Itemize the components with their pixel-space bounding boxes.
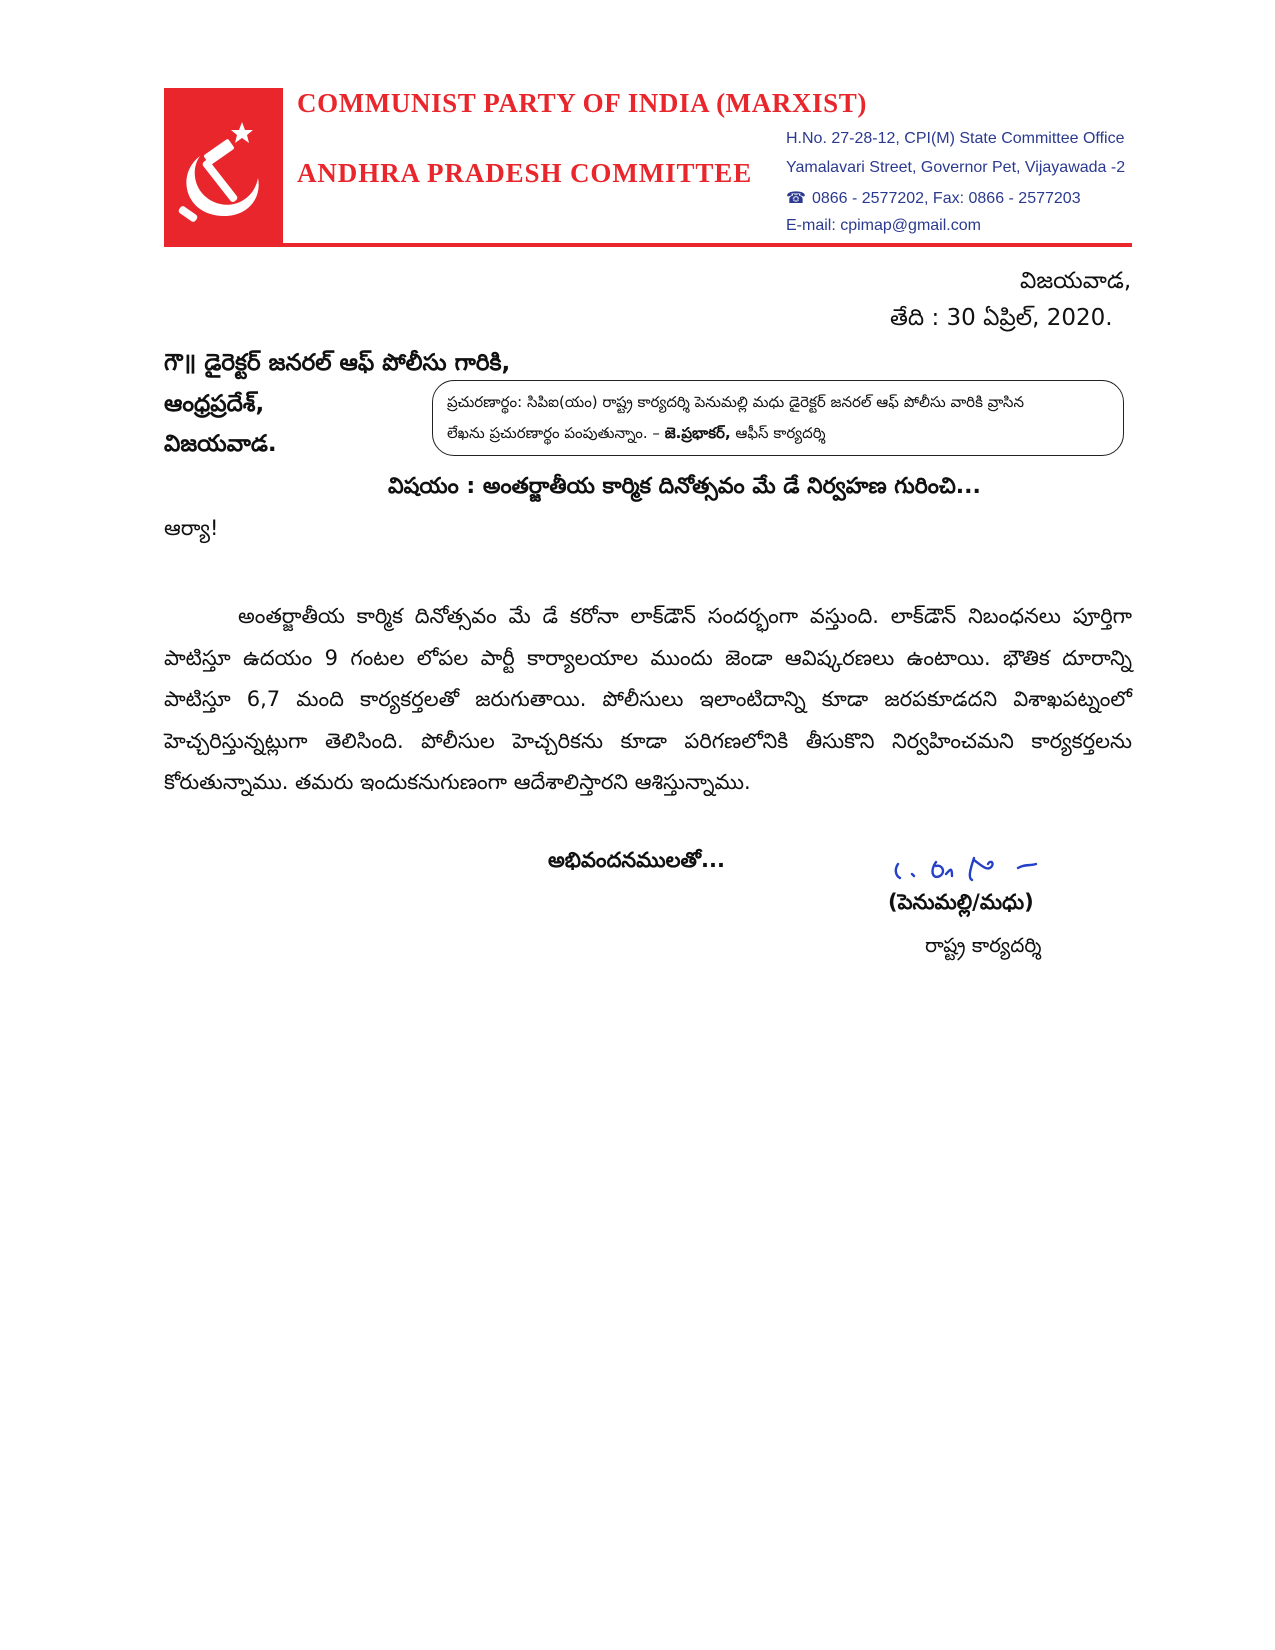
address-line1: H.No. 27-28-12, CPI(M) State Committee Office — [786, 130, 1125, 147]
press-note-text1: సిపిఐ(యం) రాష్ట్ర కార్యదర్శి పెనుమల్లి మధు డైరెక్టర్ జనరల్ ఆఫ్ పోలీసు వారికి వ్రాసిన — [522, 393, 1024, 411]
closing-regards: అభివందనములతో... — [548, 848, 725, 872]
press-note-text2: లేఖను ప్రచురణార్థం పంపుతున్నాం. – — [447, 424, 665, 442]
telephone-icon: ☎ — [786, 190, 806, 207]
signer-name: (పెనుమల్లి/మధు) — [888, 890, 1034, 914]
salutation: ఆర్యా! — [164, 516, 219, 540]
handwritten-signature — [890, 852, 1070, 892]
letter-subject: విషయం : అంతర్జాతీయ కార్మిక దినోత్సవం మే డే నిర్వహణ గురించి... — [388, 474, 981, 499]
letter-place: విజయవాడ, — [1020, 268, 1132, 294]
email-line: E-mail: cpimap@gmail.com — [786, 217, 981, 234]
press-note-line2 — [447, 418, 1109, 449]
hammer-sickle-star-icon — [170, 118, 278, 228]
press-note-line1 — [447, 387, 1109, 418]
party-logo — [164, 88, 283, 246]
phone-line — [786, 188, 1081, 208]
letter-date: తేది : 30 ఏప్రిల్, 2020. — [890, 305, 1113, 331]
letterhead-divider — [164, 243, 1132, 247]
recipient-line2: ఆంధ్రప్రదేశ్, — [164, 391, 265, 417]
press-note-signer: జె.ప్రభాకర్, — [664, 424, 731, 442]
press-note-label: ప్రచురణార్థం: — [447, 393, 523, 411]
address-line2: Yamalavari Street, Governor Pet, Vijayawada -2 — [786, 159, 1126, 176]
signer-title: రాష్ట్ర కార్యదర్శి — [925, 933, 1042, 957]
phone-fax-text: 0866 - 2577202, Fax: 0866 - 2577203 — [811, 190, 1081, 207]
press-note-signer-title: ఆఫీస్ కార్యదర్శి — [730, 424, 826, 442]
press-note-box — [432, 380, 1124, 456]
recipient-line3: విజయవాడ. — [164, 431, 277, 457]
org-name-line2: ANDHRA PRADESH COMMITTEE — [297, 158, 753, 188]
org-name-line1: COMMUNIST PARTY OF INDIA (MARXIST) — [297, 88, 867, 118]
recipient-line1: గౌ॥ డైరెక్టర్ జనరల్ ఆఫ్ పోలీసు గారికి, — [164, 350, 511, 376]
letter-body: అంతర్జాతీయ కార్మిక దినోత్సవం మే డే కరోనా లాక్‌డౌన్ సందర్భంగా వస్తుంది. లాక్‌డౌన్ నిబంధనలు పూర్తిగా పాటిస్తూ ఉదయం 9 గంటల లోపల పార్టీ కార్యాలయాల ముందు జెండా ఆవిష్కరణలు ఉంటాయి. భౌతిక దూరాన్ని పాటిస్తూ 6,7 మంది కార్యకర్తలతో జరుగుతాయి. పోలీసులు ఇలాంటిదాన్ని కూడా జరపకూడదని విశాఖపట్నంలో హెచ్చరిస్తున్నట్లుగా తెలిసింది. పోలీసుల హెచ్చరికను కూడా పరిగణలోనికి తీసుకొని నిర్వహించమని కార్యకర్తలను కోరుతున్నాము. తమరు ఇందుకనుగుణంగా ఆదేశాలిస్తారని ఆశిస్తున్నాము. — [164, 604, 1132, 794]
